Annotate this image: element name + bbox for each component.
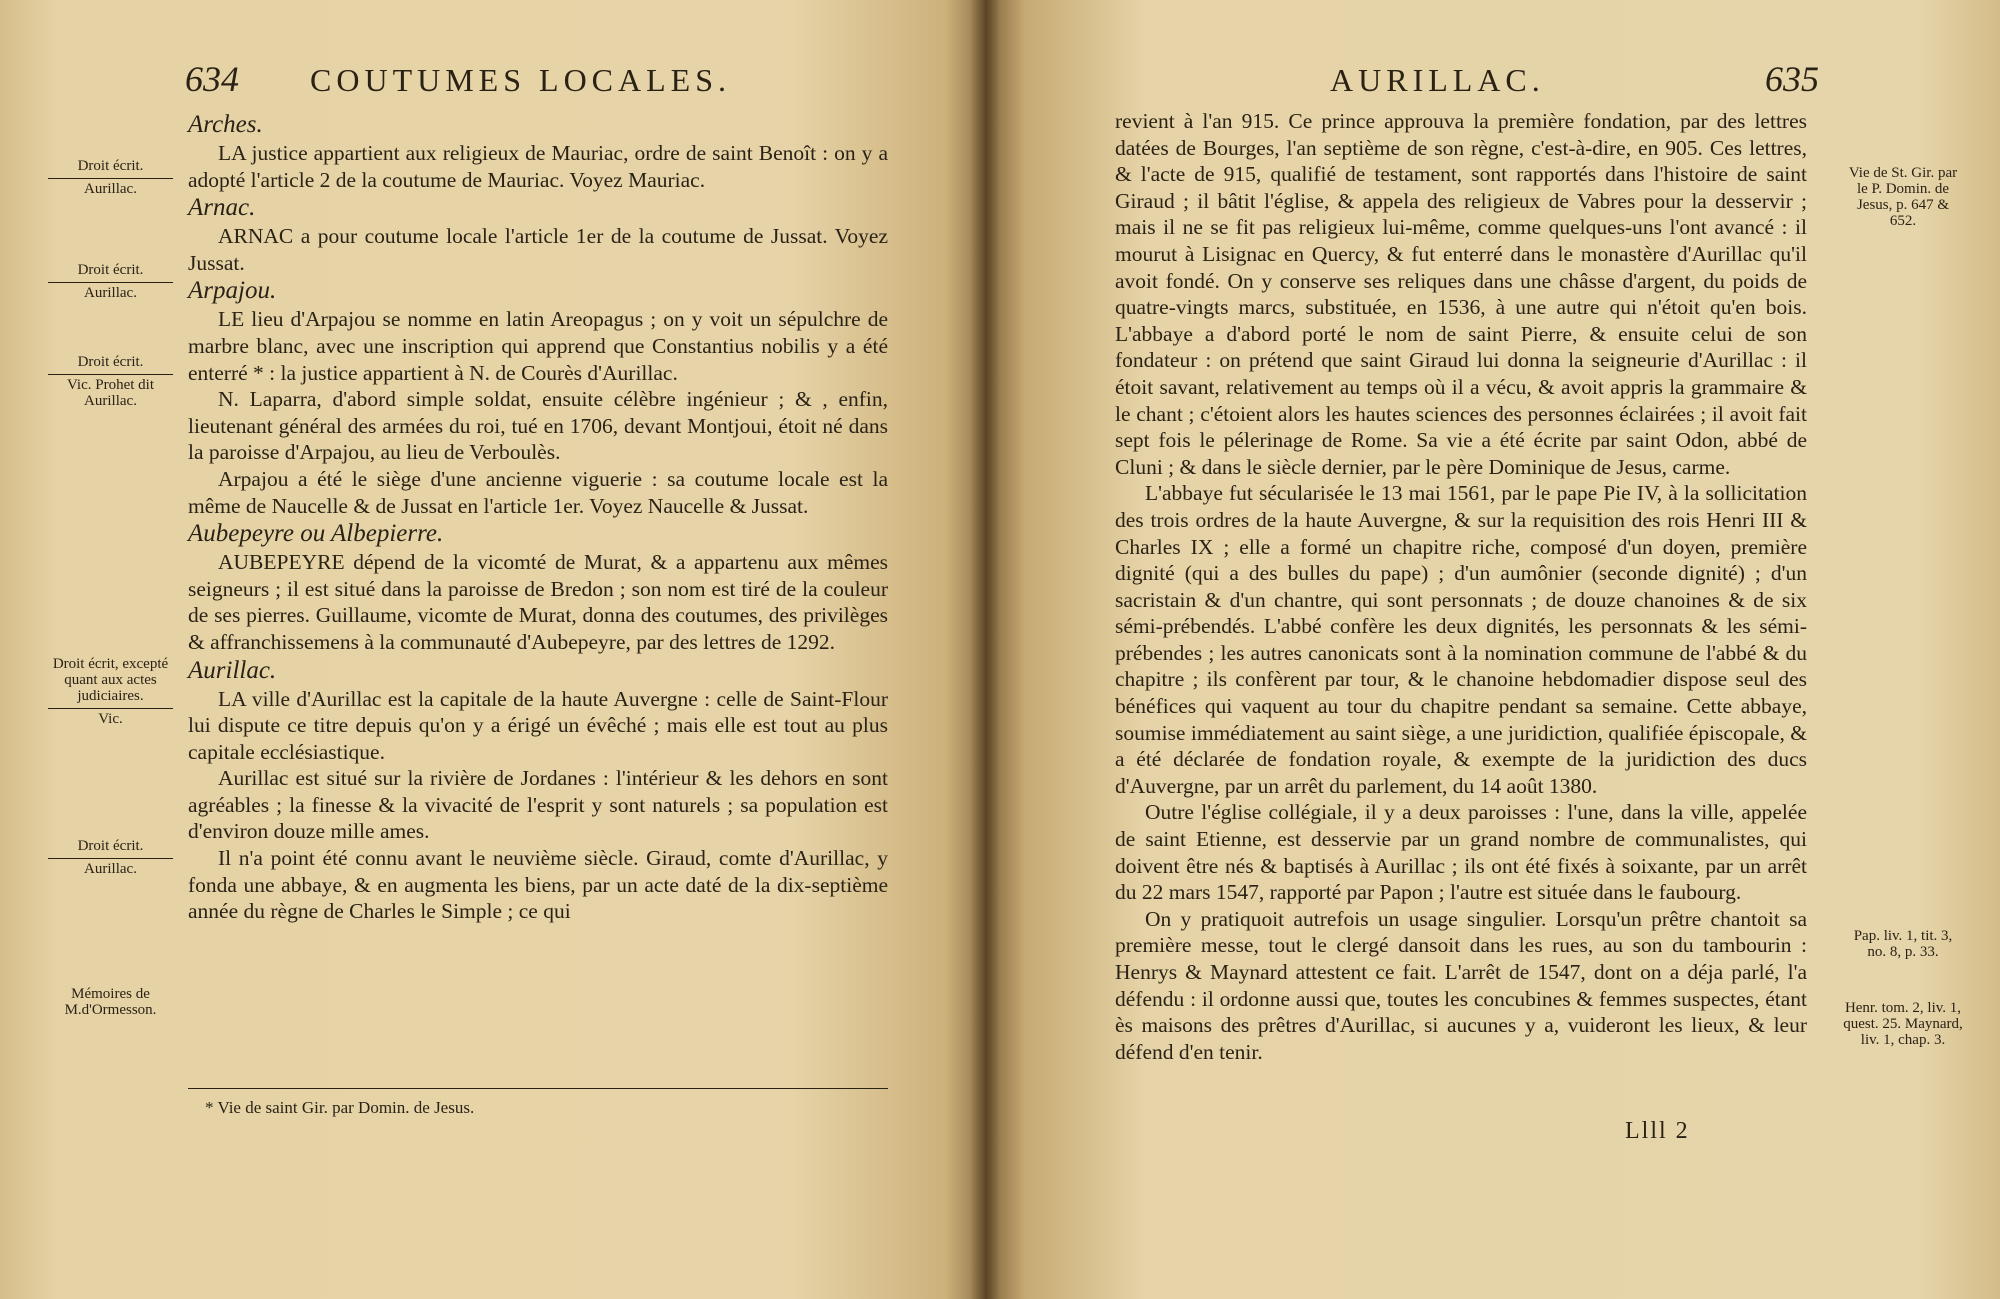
right-page (985, 0, 2000, 1299)
margin-note (48, 656, 173, 727)
left-page (0, 0, 985, 1299)
margin-note-bottom: Vic. (98, 711, 123, 727)
section-heading: Arpajou. (188, 277, 277, 305)
paragraph: N. Laparra, d'abord simple soldat, ensuite célèbre ingénieur ; & , enfin, lieutenant général des armées du roi, tué en 1706, devant Montjoui, étoit né dans la paroisse d'Arpajou, au lieu de Verboulès. (188, 387, 888, 465)
paragraph: Aurillac est situé sur la rivière de Jordanes : l'intérieur & les dehors en sont agréables ; la finesse & la vivacité de l'esprit y sont naturels ; sa population est d'environ douze mille ames. (188, 766, 888, 844)
margin-note-bottom: Aurillac. (84, 861, 137, 877)
page-number: 634 (185, 59, 239, 99)
book-gutter (970, 0, 1000, 1299)
divider (48, 858, 173, 859)
running-head: AURILLAC. (1330, 62, 1545, 98)
divider (48, 282, 173, 283)
paragraph: AUBEPEYRE dépend de la vicomté de Murat, & a appartenu aux mêmes seigneurs ; il est situé dans la paroisse de Bredon ; son nom est tiré de la couleur de ses pierres. Guillaume, vicomte de Murat, donna des coutumes, des privilèges & affranchissemens à la communauté d'Aubepeyre, par des lettres de 1292. (188, 550, 888, 654)
signature-mark: Llll 2 (1625, 1118, 1690, 1144)
section-heading: Aubepeyre ou Albepierre. (188, 520, 444, 548)
paragraph: LA ville d'Aurillac est la capitale de la haute Auvergne : celle de Saint-Flour lui dispute ce titre depuis qu'on y a érigé un évêché ; mais elle est tout au plus capitale ecclésiastique. (188, 686, 888, 764)
margin-note-bottom: Aurillac. (84, 181, 137, 197)
paragraph: On y pratiquoit autrefois un usage singulier. Lorsqu'un prêtre chantoit sa première messe, tout le clergé dansoit dans les rues, au son du tambourin : Henrys & Maynard attestent ce fait. L'arrêt de 1547, dont on a déja parlé, l'a défendu : il ordonne aussi que, toutes les concubines & femmes suspectes, étant ès maisons des prêtres d'Aurillac, si aucunes y a, vuideront les lieux, & leur défend d'en tenir. (1115, 906, 1807, 1064)
margin-note: Vie de St. Gir. par le P. Domin. de Jesus, p. 647 & 652. (1848, 165, 1958, 229)
paragraph: LA justice appartient aux religieux de Mauriac, ordre de saint Benoît : on y a adopté l'article 2 de la coutume de Mauriac. Voyez Mauriac. (188, 141, 888, 192)
footnote-rule (188, 1088, 888, 1089)
margin-note-top: Droit écrit. (77, 354, 144, 370)
running-head: COUTUMES LOCALES. (310, 62, 732, 98)
margin-note: Henr. tom. 2, liv. 1, quest. 25. Maynard, liv. 1, chap. 3. (1843, 1000, 1963, 1048)
margin-note-bottom: Vic. Prohet dit Aurillac. (66, 377, 154, 409)
right-body (1115, 108, 1807, 1065)
page-number: 635 (1765, 59, 1819, 99)
margin-note-bottom: Mémoires de M.d'Ormesson. (64, 986, 157, 1018)
margin-note-top: Droit écrit. (77, 158, 144, 174)
margin-note-top: Droit écrit. (77, 838, 144, 854)
margin-note-bottom: Aurillac. (84, 285, 137, 301)
footnote: * Vie de saint Gir. par Domin. de Jesus. (205, 1098, 475, 1117)
paragraph: Outre l'église collégiale, il y a deux paroisses : l'une, dans la ville, appelée de saint Etienne, est desservie par un grand nombre de communalistes, qui doivent être nés & baptisés à Aurillac ; ils ont été fixés à soixante, par un arrêt du 22 mars 1547, rapporté par Papon ; l'autre est située dans le faubourg. (1115, 800, 1807, 905)
section-heading: Arches. (188, 111, 263, 138)
paragraph: ARNAC a pour coutume locale l'article 1er de la coutume de Jussat. Voyez Jussat. (188, 224, 888, 275)
margin-note (48, 158, 173, 197)
margin-note-top: Droit écrit. (77, 262, 144, 278)
margin-note (48, 986, 173, 1018)
paragraph: LE lieu d'Arpajou se nomme en latin Areopagus ; on y voit un sépulchre de marbre blanc, avec une inscription qui apprend que Constantius nobilis y a été enterré * : la justice appartient à N. de Courès d'Aurillac. (188, 307, 888, 385)
divider (48, 708, 173, 709)
section-heading: Arnac. (188, 194, 256, 222)
paragraph: revient à l'an 915. Ce prince approuva la première fondation, par des lettres datées de Bourges, l'an septième de son règne, c'est-à-dire, en 905. Ces lettres, & l'acte de 915, qualifié de testament, sont rapportés dans l'histoire de saint Giraud ; il bâtit l'église, & appela des religieux de Vabres pour la desservir ; mais il ne se fit pas religieux lui-même, comme quelques-uns l'ont avancé : il mourut à Lisignac en Quercy, & fut enterré dans le monastère d'Aurillac qu'il avoit fondé. On y conserve ses reliques dans une châsse d'argent, du poids de quatre-vingts marcs, substituée, en 1536, à une autre qui n'étoit qu'en bois. L'abbaye a d'abord porté le nom de saint Pierre, & ensuite celui de son fondateur : on prétend que saint Giraud lui donna la seigneurie d'Aurillac : il étoit savant, relativement au temps où il a vécu, & avoit appris la grammaire & le chant ; c'étoient alors les hautes sciences des personnes éclairées ; il avoit fait sept fois le pélerinage de Rome. Sa vie a été écrite par saint Odon, abbé de Cluni ; & dans le siècle dernier, par le père Dominique de Jesus, carme. (1115, 109, 1807, 479)
margin-note (48, 262, 173, 301)
divider (48, 374, 173, 375)
margin-note: Pap. liv. 1, tit. 3, no. 8, p. 33. (1853, 928, 1953, 960)
margin-note (48, 354, 173, 409)
paragraph: Il n'a point été connu avant le neuvième siècle. Giraud, comte d'Aurillac, y fonda une abbaye, & en augmenta les biens, par un acte daté de la dix-septième année du règne de Charles le Simple ; ce qui (188, 846, 888, 924)
paragraph: L'abbaye fut sécularisée le 13 mai 1561, par le pape Pie IV, à la sollicitation des trois ordres de la haute Auvergne, & sur la requisition des rois Henri III & Charles IX ; elle a formé un chapitre riche, composé d'un doyen, première dignité (qui a des bulles du pape) ; d'un aumônier (seconde dignité) ; d'un sacristain & d'un chantre, qui sont personnats ; de douze chanoines & de six sémi-prébendés. L'abbé confère les deux dignités, les personnats & les sémi-prébendes ; les autres canonicats sont à la nomination commune de l'abbé & du chapitre ; ils confèrent par tour, & le chanoine hebdomadier dispose seul des bénéfices qui vaquent au tour du chapitre pendant sa semaine. Cette abbaye, soumise immédiatement au saint siège, a une juridiction, qualifiée épiscopale, & a été déclarée de fondation royale, & exempte de la juridiction des ducs d'Auvergne, par un arrêt du parlement, du 14 août 1380. (1115, 481, 1807, 798)
margin-note-top: Droit écrit, excepté quant aux actes judiciaires. (52, 656, 169, 704)
margin-note (48, 838, 173, 877)
left-body (188, 110, 888, 925)
divider (48, 178, 173, 179)
paragraph: Arpajou a été le siège d'une ancienne viguerie : sa coutume locale est la même de Naucelle & de Jussat en l'article 1er. Voyez Naucelle & Jussat. (188, 466, 888, 518)
section-heading: Aurillac. (188, 656, 277, 684)
